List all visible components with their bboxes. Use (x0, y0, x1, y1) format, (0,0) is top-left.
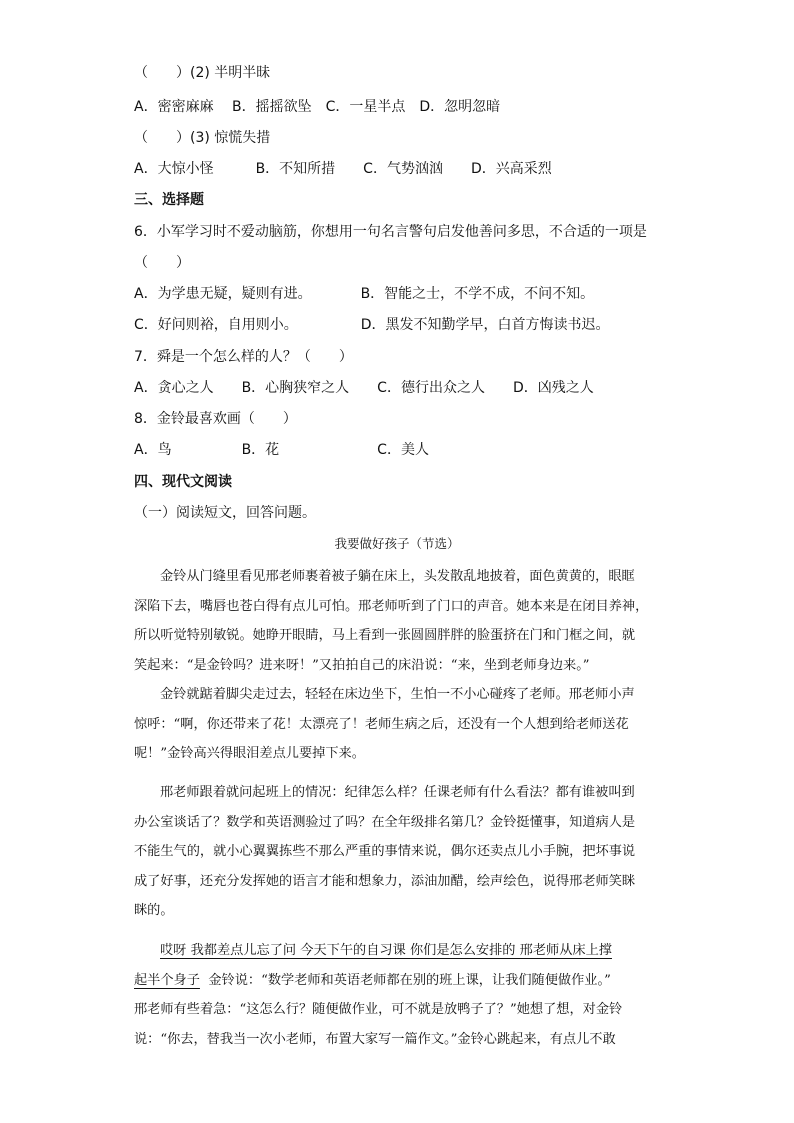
q7-options: A．贪心之人 B．心胸狭窄之人 C．德行出众之人 D．凶残之人 (134, 380, 594, 396)
q6-options-row-1: A．为学患无疑，疑则有进。 B．智能之士，不学不成，不问不知。 (134, 286, 595, 302)
passage-paragraph-2 (134, 680, 661, 769)
q5-item3-stem: （ ）(3) 惊慌失措 (134, 130, 271, 146)
passage-paragraph-4 (134, 936, 661, 1054)
passage-line: 眯的。 (134, 903, 174, 918)
passage-line: 成了好事，还充分发挥她的语言才能和想象力，添油加醋，绘声绘色，说得邢老师笑眯 (134, 873, 636, 889)
passage-line: 笑起来：“是金铃吗？进来呀！”又拍拍自己的床沿说：“来，坐到老师身边来。” (134, 657, 590, 673)
q5-item3-options: A．大惊小怪 B．不知所措 C．气势汹汹 D．兴高采烈 (134, 161, 552, 177)
passage-line (134, 966, 661, 996)
passage-line (134, 936, 661, 966)
q5-item2-options: A．密密麻麻 B．摇摇欲坠 C．一星半点 D．忽明忽暗 (134, 99, 501, 115)
q6-options-row-2: C．好问则裕，自用则小。 D．黑发不知勤学早，白首方悔读书迟。 (134, 317, 610, 333)
passage-paragraph-1 (134, 562, 661, 680)
section-3-heading: 三、选择题 (134, 192, 204, 208)
q7-stem: 7．舜是一个怎么样的人？（ ） (134, 349, 353, 365)
passage-line: 办公室谈话了？数学和英语测验过了吗？在全年级排名第几？金铃挺懂事，知道病人是 (134, 814, 636, 830)
passage-line: 呢！”金铃高兴得眼泪差点儿要掉下来。 (134, 746, 365, 761)
passage-line: 金铃就踮着脚尖走过去，轻轻在床边坐下，生怕一不小心碰疼了老师。邢老师小声 (160, 687, 635, 702)
passage-line: 说：“你去，替我当一次小老师，布置大家写一篇作文。”金铃心跳起来，有点儿不敢 (134, 1031, 616, 1047)
passage-line: 深陷下去，嘴唇也苍白得有点儿可怕。邢老师听到了门口的声音。她本来是在闭目养神， (134, 598, 649, 614)
section-4-heading: 四、现代文阅读 (134, 474, 232, 490)
passage-paragraph-3 (134, 778, 661, 926)
passage-line: 邢老师跟着就问起班上的情况：纪律怎么样？任课老师有什么看法？都有谁被叫到 (160, 785, 635, 800)
passage-title: 我要做好孩子（节选） (334, 536, 460, 551)
passage-line: 所以听觉特别敏锐。她睁开眼睛，马上看到一张圆圆胖胖的脸蛋挤在门和门框之间，就 (134, 628, 636, 643)
q6-answer-blank: （ ） (134, 255, 190, 271)
q5-item2-stem: （ ）(2) 半明半昧 (134, 65, 271, 81)
punctuation-exercise-underlined-text-end: 起半个身子 (134, 972, 200, 988)
passage-text: 金铃说：“数学老师和英语老师都在别的班上课，让我们随便做作业。” (199, 972, 611, 988)
section-4-sub-heading: （一）阅读短文，回答问题。 (134, 505, 316, 521)
punctuation-exercise-underlined-text: 哎呀 我都差点儿忘了问 今天下午的自习课 你们是怎么安排的 邢老师从床上撑 (160, 943, 612, 958)
passage-line: 邢老师有些着急：“这怎么行？随便做作业，可不就是放鸭子了？”她想了想，对金铃 (134, 1002, 623, 1017)
passage-line: 不能生气的，就小心翼翼拣些不那么严重的事情来说，偶尔还卖点儿小手腕，把坏事说 (134, 844, 636, 859)
passage-line: 惊呼：“啊，你还带来了花！太漂亮了！老师生病之后，还没有一个人想到给老师送花 (134, 716, 629, 732)
passage-line: 金铃从门缝里看见邢老师裹着被子躺在床上，头发散乱地披着，面色黄黄的，眼眶 (160, 569, 635, 584)
q8-stem: 8．金铃最喜欢画（ ） (134, 411, 297, 427)
q8-options: A．鸟 B．花 C．美人 (134, 442, 429, 458)
q6-stem: 6．小军学习时不爱动脑筋，你想用一句名言警句启发他善问多思，不合适的一项是 (134, 224, 647, 240)
